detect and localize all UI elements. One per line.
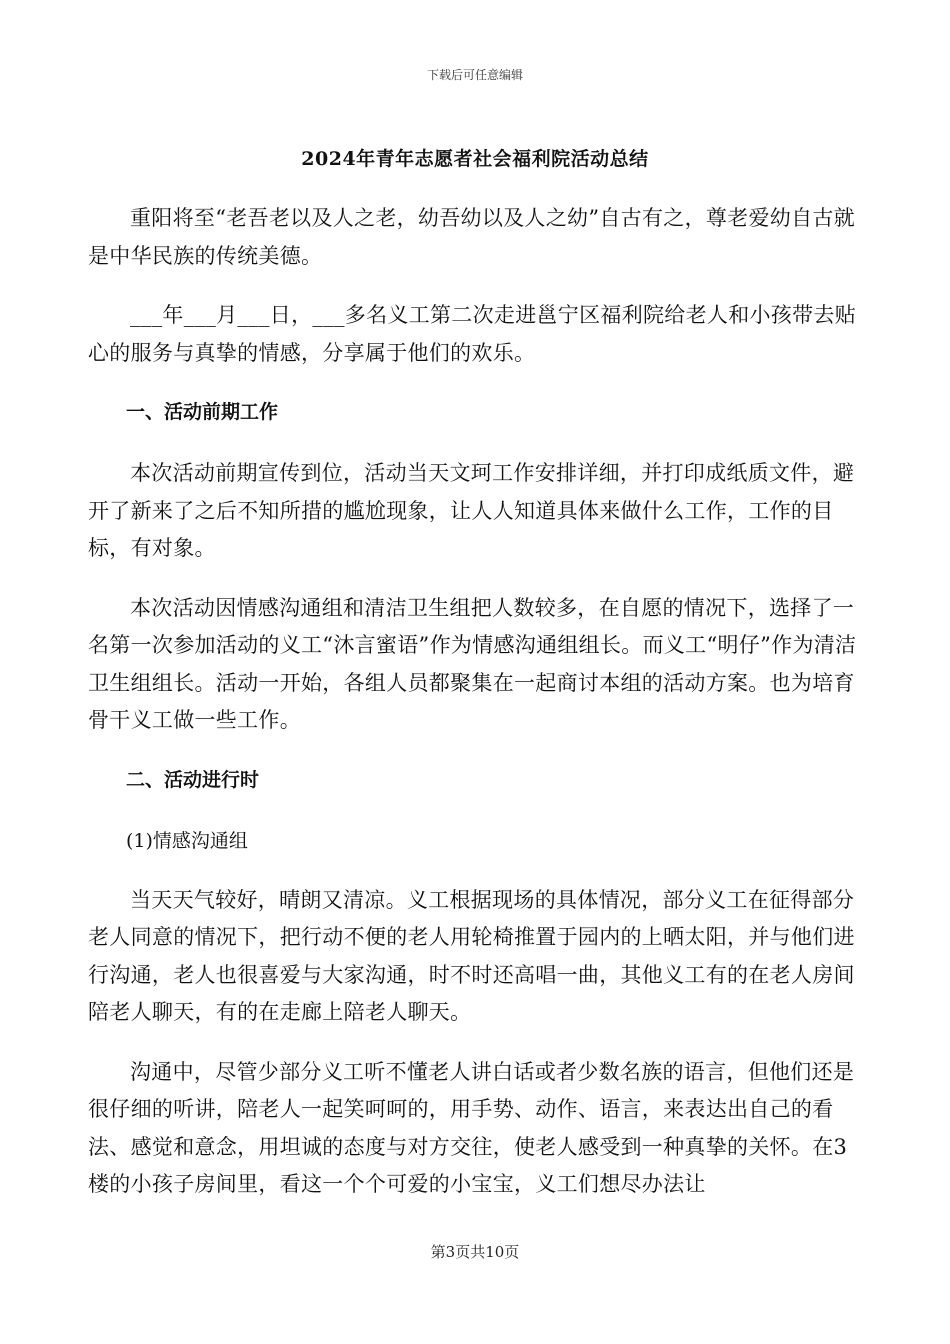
paragraph-communication: 沟通中，尽管少部分义工听不懂老人讲白话或者少数名族的语言，但他们还是很仔细的听讲，陪老人一起笑呵呵的，用手势、动作、语言，来表达出自己的看法、感觉和意念，用坦诚的态度与对方交往，使老人感受到一种真挚的关怀。在3楼的小孩子房间里，看这一个个可爱的小宝宝，义工们想尽办法让 (88, 1059, 855, 1196)
page-footer: 第3页共10页 (430, 1243, 520, 1261)
document-body (88, 200, 863, 1226)
section-heading-2: 二、活动进行时 (126, 768, 260, 791)
paragraph-date: ___年___月___日，___多名义工第二次走进邕宁区福利院给老人和小孩带去贴心的服务与真挚的情感，分享属于他们的欢乐。 (88, 303, 856, 365)
paragraph-intro: 重阳将至“老吾老以及人之老，幼吾幼以及人之幼”自古有之，尊老爱幼自古就是中华民族的传统美德。 (88, 206, 855, 268)
paragraph-weather: 当天天气较好，晴朗又清凉。义工根据现场的具体情况，部分义工在征得部分老人同意的情况下，把行动不便的老人用轮椅推置于园内的上晒太阳，并与他们进行沟通，老人也很喜爱与大家沟通，时不时还高唱一曲，其他义工有的在老人房间陪老人聊天，有的在走廊上陪老人聊天。 (88, 887, 855, 1024)
paragraph-preparation: 本次活动前期宣传到位，活动当天文珂工作安排详细，并打印成纸质文件，避开了新来了之后不知所措的尴尬现象，让人人知道具体来做什么工作，工作的目标，有对象。 (88, 461, 855, 560)
paragraph-group-leaders: 本次活动因情感沟通组和清洁卫生组把人数较多，在自愿的情况下，选择了一名第一次参加活动的义工“沐言蜜语”作为情感沟通组组长。而义工“明仔”作为清洁卫生组组长。活动一开始，各组人员都聚集在一起商讨本组的活动方案。也为培育骨干义工做一些工作。 (88, 595, 857, 732)
header-note: 下载后可任意编辑 (426, 68, 523, 82)
section-heading-1: 一、活动前期工作 (126, 401, 279, 423)
document-title: 2024年青年志愿者社会福利院活动总结 (301, 148, 649, 170)
subsection-heading-1: (1)情感沟通组 (126, 829, 248, 852)
